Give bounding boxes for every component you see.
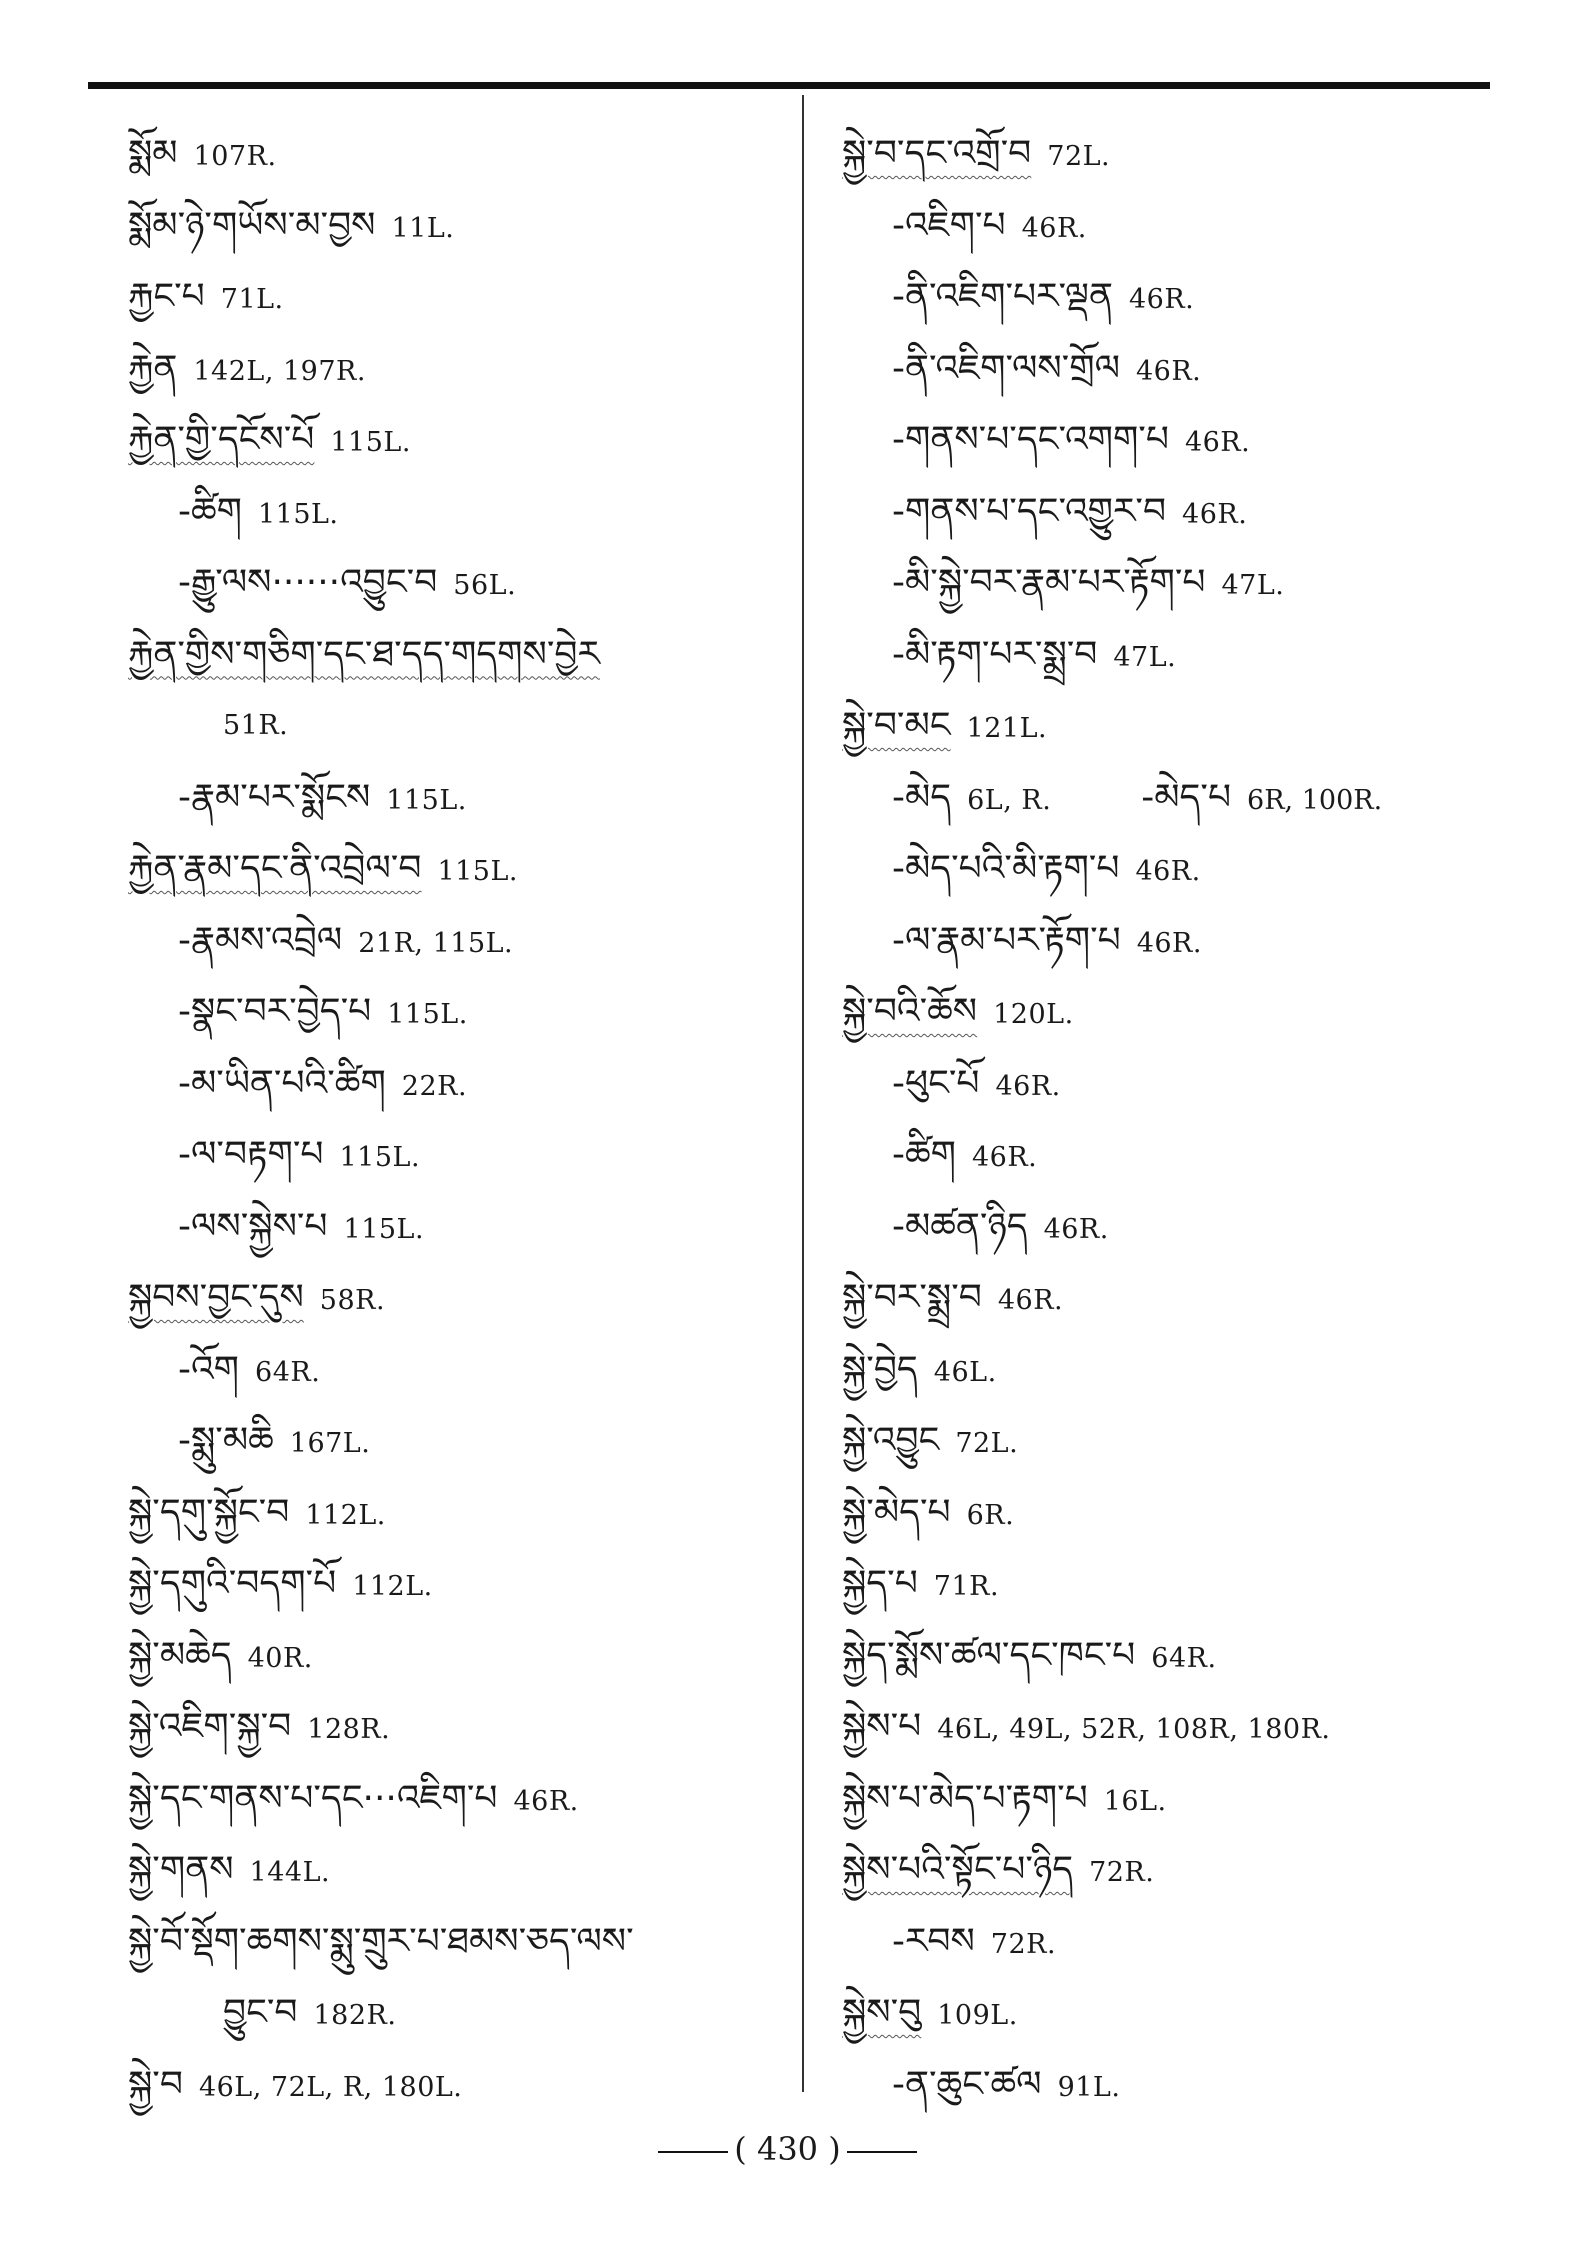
entry-page-ref: 115L. [386, 784, 467, 816]
index-entry [842, 476, 1482, 548]
entry-page-ref: 71R. [933, 1571, 1000, 1602]
index-entry [842, 1620, 1482, 1692]
entry-term: སྨོམ [128, 133, 178, 174]
entry-term: སྐྱེད་སྨོས་ཚལ་དང་ཁང་པ [842, 1634, 1136, 1676]
entry-term: -འཇིག་པ [892, 204, 1006, 246]
entry-page-ref: 46R. [1021, 212, 1087, 244]
index-entry [842, 547, 1482, 619]
entry-term: -རབས [892, 1920, 975, 1962]
index-entry [842, 261, 1482, 333]
entry-term: -མ་ཡིན་པའི་ཚིག [178, 1062, 386, 1104]
entry-term: -ལས་སྐྱེས་པ [178, 1205, 328, 1247]
entry-term: སྐྱེ་བ་མང [842, 705, 951, 746]
index-entry [128, 1191, 788, 1263]
entry-page-ref: 71L. [220, 284, 284, 315]
index-entry [842, 1477, 1482, 1549]
entry-term: -མེད [892, 776, 952, 818]
entry-term: -རྒྱུ་ལས······འབྱུང་བ [178, 562, 438, 603]
entry-term: སྐྱེ་བ [128, 2063, 183, 2105]
entry-page-ref: 112L. [352, 1571, 433, 1602]
entry-page-ref: 22R. [401, 1070, 468, 1102]
entry-term: -ནི་འཇིག་པར་ལྡན [892, 276, 1113, 317]
entry-page-ref: 112L. [305, 1499, 386, 1531]
index-entry [128, 261, 788, 333]
entry-page-ref: 109L. [937, 2000, 1018, 2031]
entry-page-ref: 107R. [193, 141, 277, 172]
entry-term: -སྣང་བར་བྱེད་པ [178, 991, 372, 1032]
entry-term: -གནས་པ་དང་འགྱུར་བ [892, 490, 1167, 532]
index-entry [842, 1691, 1482, 1763]
entry-page-ref: 128R. [307, 1714, 391, 1745]
index-entry [128, 190, 788, 262]
index-entry [842, 1262, 1482, 1334]
entry-term: -འོག [178, 1348, 240, 1390]
entry-term: སྐྱེས་པའི་སྟོང་པ་ཉིད [842, 1849, 1074, 1890]
entry-term: -ཕུང་པོ [892, 1062, 980, 1104]
top-rule [88, 82, 1490, 89]
entry-page-ref: 167L. [289, 1428, 371, 1459]
index-entry [128, 547, 788, 619]
entry-page-ref: 115L. [339, 1142, 421, 1173]
index-entry [128, 118, 788, 190]
entry-term: -ནི་འཇིག་ལས་གྲོལ [892, 347, 1120, 389]
entry-page-ref: 64R. [255, 1356, 321, 1388]
entry-page-ref: 46R. [1135, 355, 1202, 387]
entry-term: -རྣམས་འབྲེལ [178, 919, 343, 961]
page-number-text: ( 430 ) [734, 2130, 841, 2168]
entry-term: སྐྱེ་དགུའི་བདག་པོ [128, 1563, 337, 1604]
entry-page-ref: 115L. [343, 1213, 425, 1245]
entry-page-ref: 91L. [1057, 2071, 1121, 2103]
index-entry [842, 1119, 1482, 1191]
index-entry [128, 404, 788, 476]
index-entry [842, 1548, 1482, 1620]
index-entry [842, 1334, 1482, 1406]
index-entry [842, 976, 1482, 1048]
left-column [128, 118, 788, 2120]
entry-page-ref: 142L, 197R. [193, 355, 366, 387]
index-entry [128, 1405, 788, 1477]
entry-page-ref: 16L. [1103, 1785, 1167, 1817]
entry-page-ref: 46L, 49L, 52R, 108R, 180R. [937, 1714, 1331, 1745]
entry-page-ref: 72R. [1089, 1857, 1155, 1888]
entry-page-ref: 6L, R. [967, 784, 1052, 816]
entry-page-ref: 6R. [966, 1499, 1015, 1531]
index-entry [128, 1834, 788, 1906]
entry-page-ref: 40R. [247, 1642, 313, 1674]
entry-term: -མཚན་ཉིད [892, 1205, 1028, 1247]
entry-term: བྱུང་བ [223, 1992, 298, 2033]
entry-term: སྐྱེ་བར་སྨྲ་བ [842, 1277, 982, 1318]
index-entry [128, 1620, 788, 1692]
entry-page-ref: 115L. [387, 999, 468, 1030]
index-entry [842, 690, 1482, 762]
entry-term: -མི་རྟག་པར་སྨྲ་བ [892, 633, 1098, 675]
index-entry [842, 1906, 1482, 1978]
entry-term: -སྨུ་མཆི [178, 1420, 274, 1461]
right-column [842, 118, 1482, 2120]
entry-page-ref: 46R. [997, 1285, 1064, 1316]
entry-page-ref: 51R. [223, 710, 289, 741]
entry-page-ref: 46L, 72L, R, 180L. [198, 2071, 463, 2103]
entry-page-ref: 21R, 115L. [358, 927, 514, 959]
entry-term: སྐྱེས་པ [842, 1706, 922, 1747]
entry-page-ref: 115L. [437, 856, 518, 887]
index-entry [128, 1763, 788, 1835]
entry-page-ref: 46R. [513, 1785, 579, 1817]
index-entry [842, 1405, 1482, 1477]
index-entry [128, 1334, 788, 1406]
entry-page-ref: 58R. [319, 1285, 386, 1316]
entry-page-ref: 6R, 100R. [1247, 784, 1383, 816]
entry-term: རྐྱང་པ [128, 276, 205, 317]
index-entry [842, 1048, 1482, 1120]
index-entry [842, 2049, 1482, 2121]
entry-page-ref: 46R. [1136, 927, 1202, 959]
column-divider [802, 95, 804, 2092]
page-number-dash-left [658, 2151, 728, 2153]
entry-page-ref: 72R. [990, 1928, 1057, 1960]
index-entry [128, 1477, 788, 1549]
index-entry [842, 190, 1482, 262]
entry-page-ref: 46R. [1184, 427, 1251, 458]
entry-page-ref: 144L. [249, 1857, 331, 1888]
index-entry [128, 1262, 788, 1334]
index-entry [128, 905, 788, 977]
index-entry [128, 1977, 788, 2049]
index-entry [842, 1834, 1482, 1906]
entry-term: རྐྱེན [128, 347, 178, 389]
entry-term: སྐྱེ་དང་གནས་པ་དང···འཇིག་པ [128, 1777, 498, 1819]
entry-page-ref: 46R. [995, 1070, 1061, 1102]
entry-page-ref: 46R. [1182, 498, 1248, 530]
entry-term: སྐྱེ་གནས [128, 1849, 234, 1890]
entry-term: སྨོམ་ཉེ་གཡོས་མ་བྱས [128, 204, 376, 246]
index-entry [842, 833, 1482, 905]
entry-term: -མེད་པའི་མི་རྟག་པ [892, 848, 1120, 889]
entry-term: -གནས་པ་དང་འགག་པ [892, 419, 1169, 460]
index-entry [842, 333, 1482, 405]
entry-page-ref: 56L. [453, 570, 517, 601]
index-entry [842, 118, 1482, 190]
index-entry [128, 1906, 788, 1978]
index-entry [128, 1548, 788, 1620]
entry-term: -ཚིག [178, 490, 242, 532]
entry-page-ref: 115L. [257, 498, 339, 530]
index-entry [128, 1691, 788, 1763]
entry-page-ref: 72L. [955, 1428, 1019, 1459]
entry-term: སྐྱེ་འཇིག་སྐྱ་བ [128, 1706, 292, 1747]
entry-term: སྐྱེ་འབྱུང [842, 1420, 940, 1461]
entry-page-ref: 47L. [1113, 641, 1177, 673]
entry-term: -མི་སྐྱེ་བར་རྣམ་པར་རྟོག་པ [892, 562, 1206, 603]
index-entry [128, 476, 788, 548]
entry-page-ref: 72L. [1047, 141, 1111, 172]
index-entry [128, 762, 788, 834]
entry-term: སྐྱེ་བྱེད [842, 1348, 918, 1390]
entry-term: སྐྱེས་པ་མེད་པ་རྟག་པ [842, 1777, 1088, 1819]
index-entry [842, 619, 1482, 691]
index-entry [842, 762, 1482, 834]
index-entry [128, 976, 788, 1048]
entry-term: -ལ་རྣམ་པར་རྟོག་པ [892, 919, 1121, 961]
index-entry [842, 1977, 1482, 2049]
entry-term: རྐྱེན་རྣམ་དང་ནི་འབྲེལ་བ [128, 848, 422, 889]
entry-term: སྐྱེ་བ་དང་འགྲོ་བ [842, 133, 1032, 174]
index-entry [842, 1191, 1482, 1263]
entry-term: -མེད་པ [1141, 776, 1232, 818]
entry-page-ref: 182R. [313, 2000, 397, 2031]
index-entry [842, 1763, 1482, 1835]
index-entry [842, 905, 1482, 977]
entry-page-ref: 46L. [933, 1356, 997, 1388]
entry-term: -རྣམ་པར་སྨོངས [178, 776, 371, 818]
entry-term: སྐྱེ་མཆེད [128, 1634, 232, 1676]
entry-term: སྐྱེས་བུ [842, 1992, 922, 2033]
entry-page-ref: 46R. [1135, 856, 1201, 887]
entry-page-ref: 11L. [391, 212, 455, 244]
index-entry [128, 619, 788, 762]
entry-page-ref: 120L. [993, 999, 1074, 1030]
entry-page-ref: 47L. [1221, 570, 1285, 601]
entry-term: -ན་ཆུང་ཚལ [892, 2063, 1042, 2105]
entry-term: རྐྱེན་གྱི་དངོས་པོ [128, 419, 315, 460]
entry-page-ref: 64R. [1151, 1642, 1217, 1674]
entry-term: རྐྱེན་གྱིས་གཅིག་དང་ཐ་དད་གདགས་བྱེར [128, 633, 600, 675]
index-entry [842, 404, 1482, 476]
index-entry [128, 333, 788, 405]
entry-term: -ལ་བརྟག་པ [178, 1134, 324, 1175]
entry-page-ref: 115L. [330, 427, 411, 458]
entry-page-ref: 46R. [1129, 284, 1195, 315]
index-entry [128, 2049, 788, 2121]
page-number-dash-right [847, 2151, 917, 2153]
entry-term: སྐྱེད་པ [842, 1563, 918, 1604]
entry-page-ref: 46R. [971, 1142, 1038, 1173]
index-entry [128, 833, 788, 905]
entry-term: སྐྱེ་བོ་སྡོག་ཆགས་སྨུ་གྲུར་པ་ཐམས་ཅད་ལས་ [128, 1920, 634, 1962]
entry-term: སྐྱབས་བྱང་དུས [128, 1277, 304, 1318]
index-entry [128, 1119, 788, 1191]
entry-term: སྐྱེ་མེད་པ [842, 1491, 951, 1533]
entry-term: -ཚིག [892, 1134, 956, 1175]
entry-page-ref: 121L. [966, 713, 1048, 744]
entry-page-ref: 46R. [1043, 1213, 1109, 1245]
entry-term: སྐྱེ་དགུ་སྐྱོང་བ [128, 1491, 290, 1533]
page-number [0, 2130, 1575, 2168]
entry-term: སྐྱེ་བའི་ཆོས [842, 991, 978, 1032]
index-entry [128, 1048, 788, 1120]
